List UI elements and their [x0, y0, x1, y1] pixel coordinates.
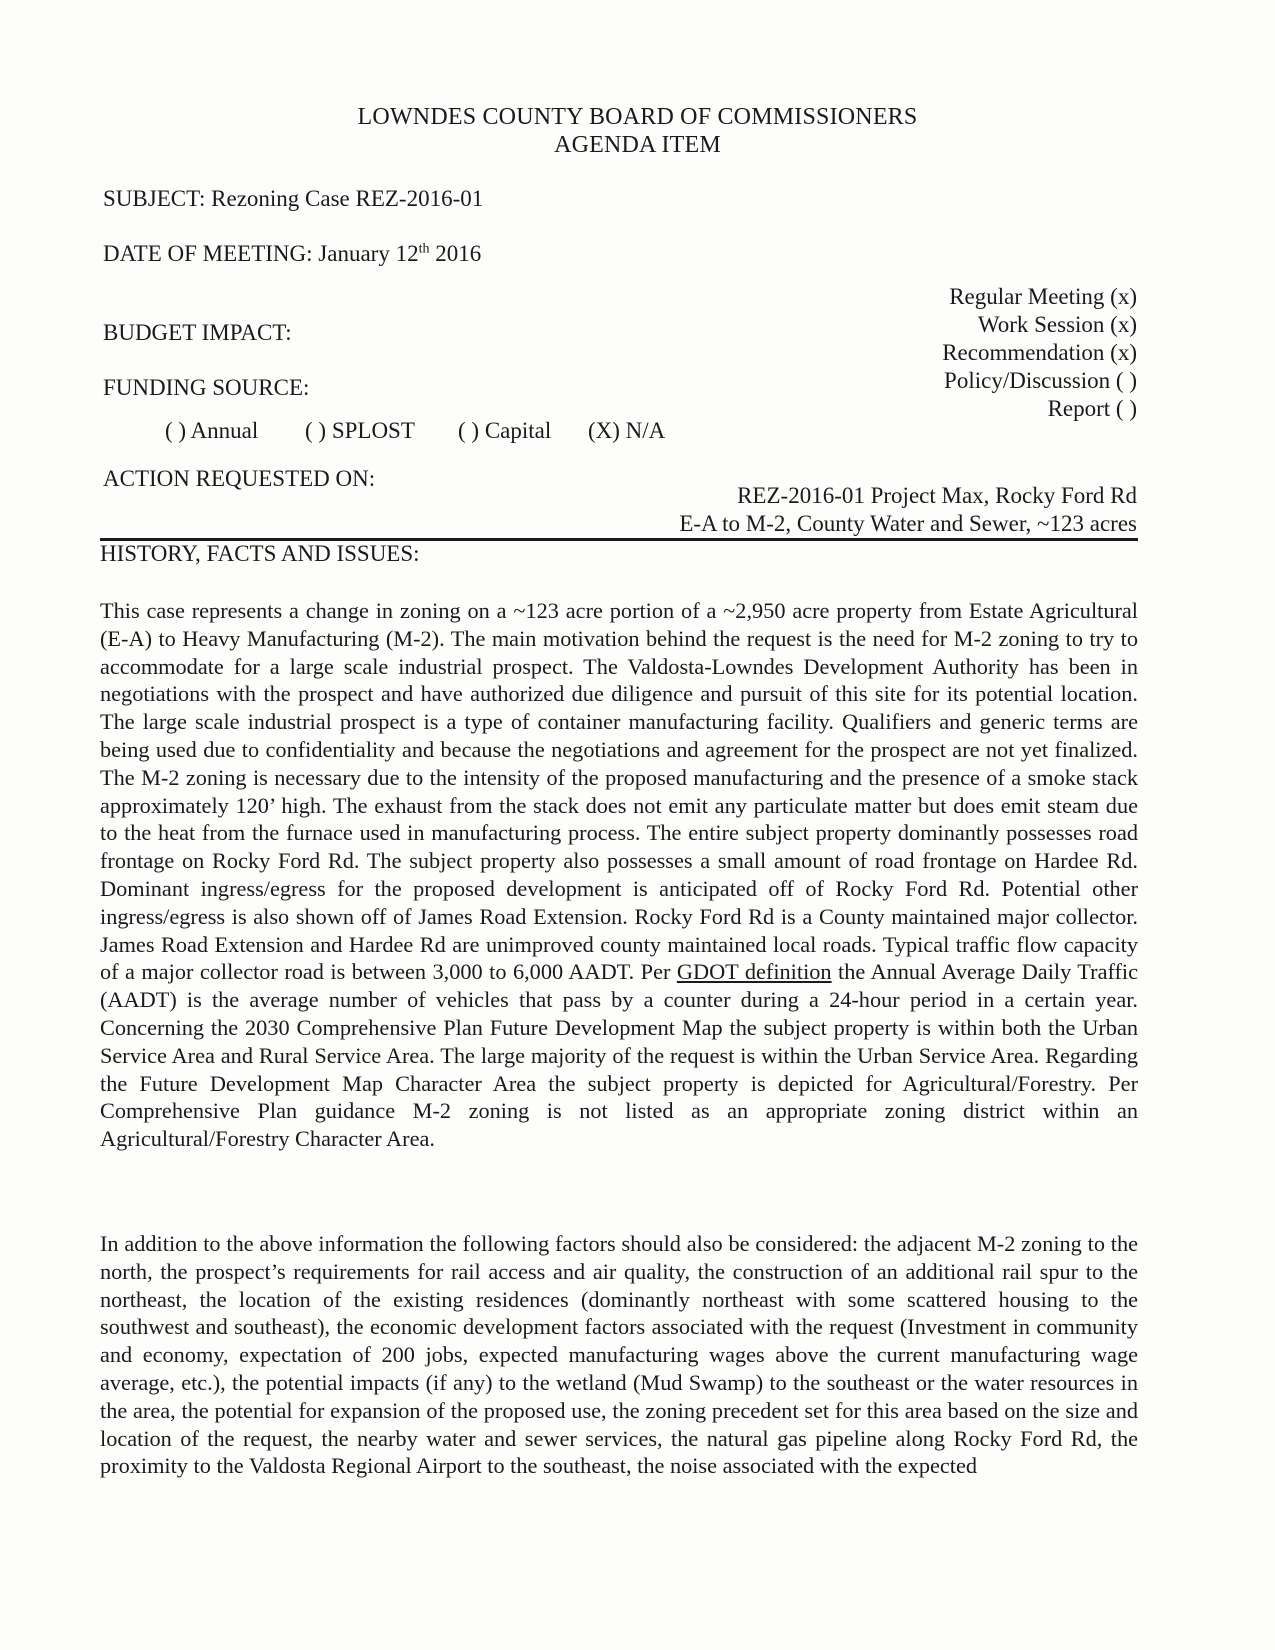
action-requested-detail: [679, 482, 1137, 538]
history-paragraph-1-text-b: the Annual Average Daily Traffic (AADT) is the average number of vehicles that pass by a counter during a 24-hour period in a certain year. Concerning the 2030 Comprehensive Plan Future Development Map the subject property is within both the Urban Service Area and Rural Service Area. The large majority of the request is within the Urban Service Area. Regarding the Future Development Map Character Area the subject property is depicted for Agricultural/Forestry. Per Comprehensive Plan guidance M-2 zoning is not listed as an appropriate zoning district within an Agricultural/Forestry Character Area.: [100, 959, 1139, 1152]
funding-option-splost: ( ) SPLOST: [305, 418, 415, 443]
meeting-date-value: [318, 241, 481, 266]
history-paragraph-1-text-a: This case represents a change in zoning on a ~123 acre portion of a ~2,950 acre property from Estate Agricultural (E-A) to Heavy Manufacturing (M-2). The main motivation behind the request is the need for M-2 zoning to try to accommodate for a large scale industrial prospect. The Valdosta-Lowndes Development Authority has been in negotiations with the prospect and have authorized due diligence and pursuit of this site for its potential location. The large scale industrial prospect is a type of container manufacturing facility. Qualifiers and generic terms are being used due to confidentiality and because the negotiations and agreement for the prospect are not yet finalized. The M-2 zoning is necessary due to the intensity of the proposed manufacturing and the presence of a smoke stack approximately 120’ high. The exhaust from the stack does not emit any particulate matter but does emit steam due to the heat from the furnace used in manufacturing process. The entire subject property dominantly possesses road frontage on Rocky Ford Rd. The subject property also possesses a small amount of road frontage on Hardee Rd. Dominant ingress/egress for the proposed development is anticipated off of Rocky Ford Rd. Potential other ingress/egress is also shown off of James Road Extension. Rocky Ford Rd is a County maintained major collector. James Road Extension and Hardee Rd are unimproved county maintained local roads. Typical traffic flow capacity of a major collector road is between 3,000 to 6,000 AADT. Per: [100, 598, 1138, 985]
meeting-date-day: January 12: [318, 241, 419, 266]
meeting-type-recommendation: Recommendation (x): [942, 340, 1137, 365]
subject-label: SUBJECT:: [103, 186, 206, 211]
meeting-type-regular: Regular Meeting (x): [949, 284, 1137, 309]
history-paragraph-2: In addition to the above information the following factors should also be considered: the adjacent M-2 zoning to the north, the prospect’s requirements for rail access and air quality, the construction of an additional rail spur to the northeast, the location of the existing residences (dominantly northeast with some scattered housing to the southwest and southeast), the economic development factors associated with the request (Investment in community and economy, expectation of 200 jobs, expected manufacturing wages above the current manufacturing wage average, etc.), the potential impacts (if any) to the wetland (Mud Swamp) to the southeast or the water resources in the area, the potential for expansion of the proposed use, the zoning precedent set for this area based on the size and location of the request, the nearby water and sewer services, the natural gas pipeline along Rocky Ford Rd, the proximity to the Valdosta Regional Airport to the southeast, the noise associated with the expected: [100, 1231, 1138, 1479]
meeting-type-work-session: Work Session (x): [977, 312, 1137, 337]
action-requested-line1: REZ-2016-01 Project Max, Rocky Ford Rd: [737, 483, 1137, 508]
history-label: HISTORY, FACTS AND ISSUES:: [100, 541, 420, 566]
history-paragraph-1: [100, 597, 1138, 1153]
meeting-date-label: DATE OF MEETING:: [103, 241, 313, 266]
subject-field: [103, 186, 483, 212]
meeting-type-list: [942, 283, 1137, 423]
meeting-date-field: [103, 241, 481, 267]
meeting-type-policy-discussion: Policy/Discussion ( ): [944, 368, 1137, 393]
subject-value: Rezoning Case REZ-2016-01: [211, 186, 484, 211]
funding-option-na: (X) N/A: [588, 418, 666, 443]
meeting-type-report: Report ( ): [1047, 396, 1137, 421]
action-requested-label: ACTION REQUESTED ON:: [103, 466, 376, 491]
funding-option-annual: ( ) Annual: [165, 418, 259, 443]
header-subtitle: AGENDA ITEM: [554, 132, 721, 158]
meeting-date-year: 2016: [429, 241, 482, 266]
funding-source-options: [165, 418, 665, 444]
gdot-definition-link: GDOT definition: [676, 959, 832, 985]
header-title: LOWNDES COUNTY BOARD OF COMMISSIONERS: [357, 104, 918, 130]
action-requested-line2: E-A to M-2, County Water and Sewer, ~123 acres: [679, 511, 1137, 536]
meeting-date-ordinal: th: [418, 241, 430, 257]
funding-source-label: FUNDING SOURCE:: [103, 375, 310, 400]
funding-option-capital: ( ) Capital: [458, 418, 552, 443]
budget-impact-label: BUDGET IMPACT:: [103, 320, 292, 345]
